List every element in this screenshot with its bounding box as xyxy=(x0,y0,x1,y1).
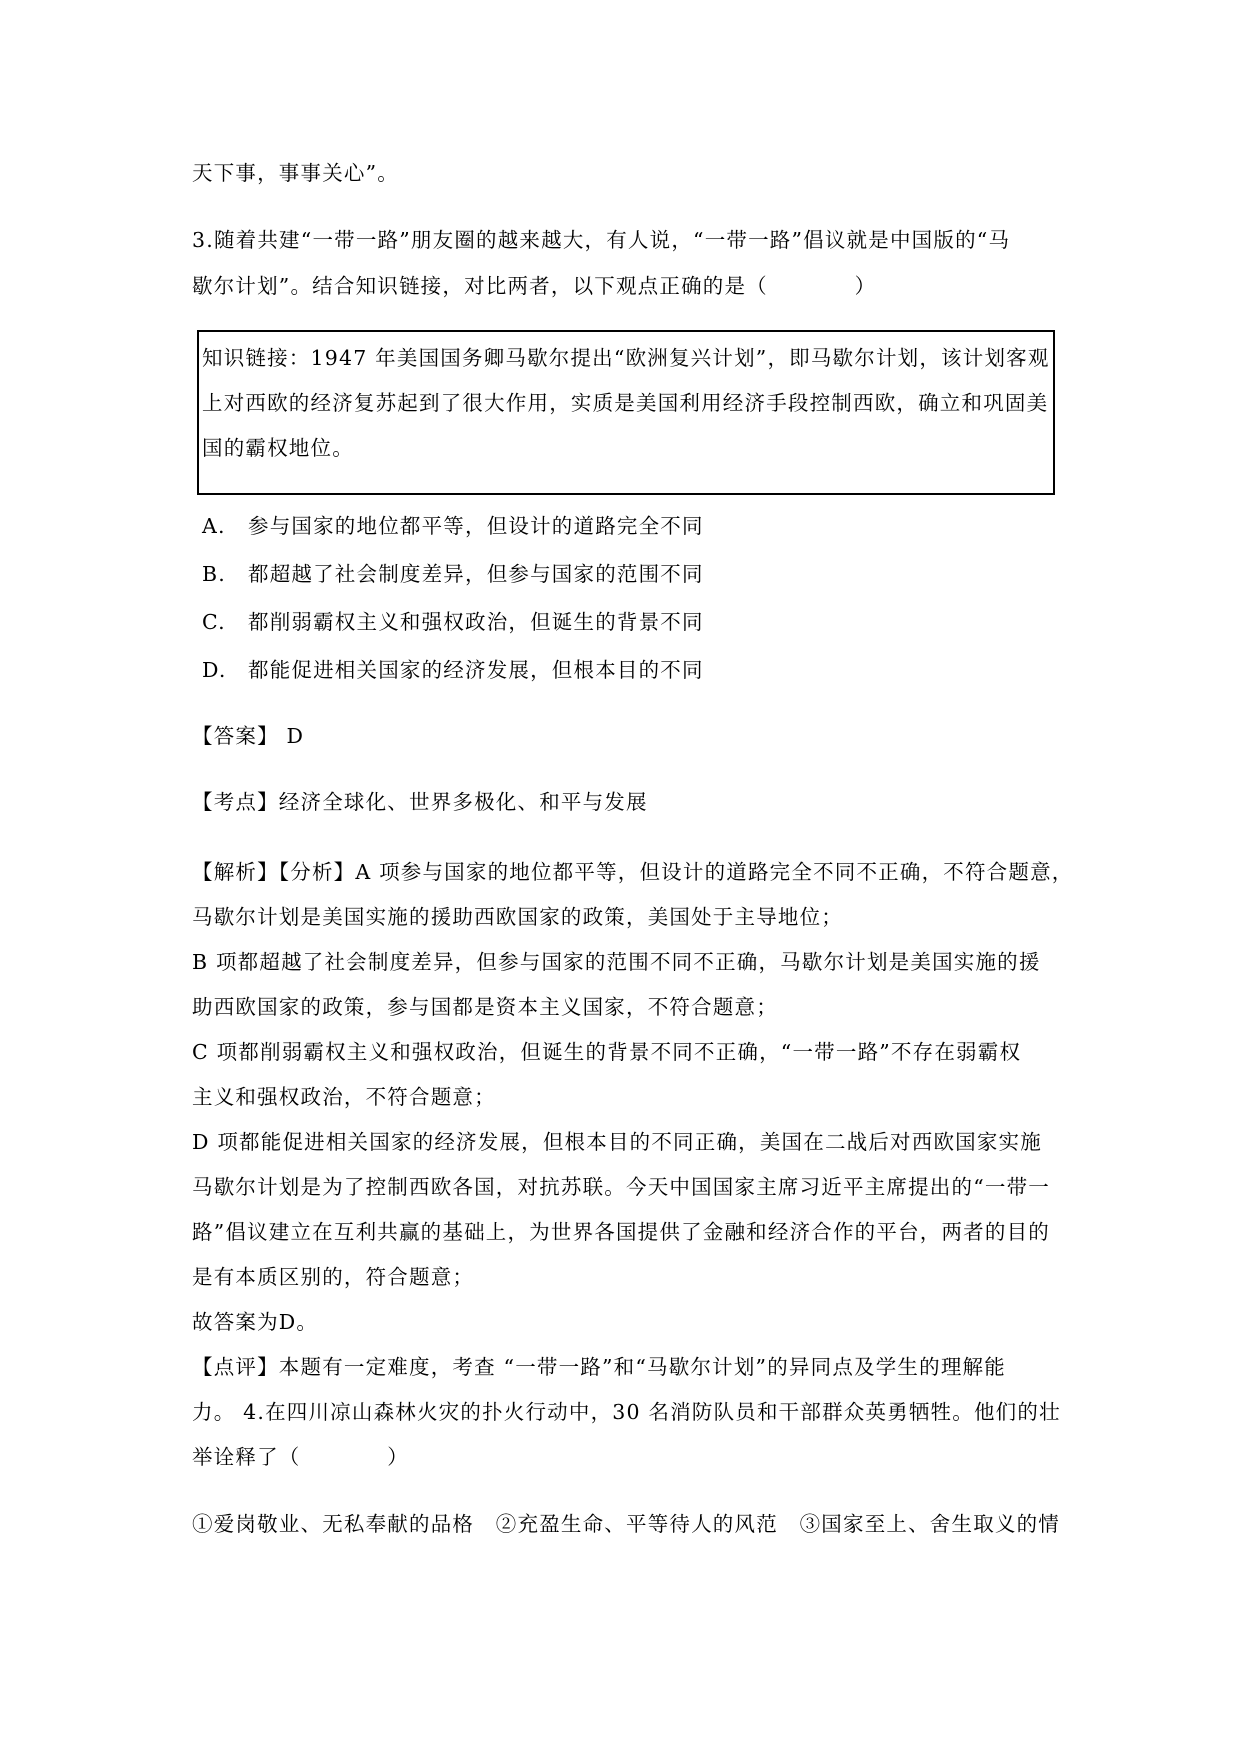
analysis-line-10: 是有本质区别的，符合题意； xyxy=(192,1265,475,1289)
analysis-line-8: 马歇尔计划是为了控制西欧各国，对抗苏联。今天中国国家主席习近平主席提出的“一带一 xyxy=(192,1175,1050,1199)
analysis-line-3: B 项都超越了社会制度差异，但参与国家的范围不同不正确，马歇尔计划是美国实施的援 xyxy=(192,950,1041,974)
option-text: 都能促进相关国家的经济发展，但根本目的不同 xyxy=(248,658,704,682)
kaodian-line: 【考点】经济全球化、世界多极化、和平与发展 xyxy=(192,790,648,814)
analysis-line-1: 【解析】【分析】A 项参与国家的地位都平等，但设计的道路完全不同不正确，不符合题意， xyxy=(192,860,1074,884)
knowledge-link-line-1: 知识链接：1947 年美国国务卿马歇尔提出“欧洲复兴计划”，即马歇尔计划，该计划客观 xyxy=(202,346,1050,370)
option-letter: A. xyxy=(202,514,226,538)
option-d xyxy=(202,654,704,686)
option-letter: D. xyxy=(202,658,227,682)
analysis-line-11: 故答案为D。 xyxy=(192,1310,319,1334)
question-4-options-line: ①爱岗敬业、无私奉献的品格 ②充盈生命、平等待人的风范 ③国家至上、舍生取义的情 xyxy=(192,1512,1060,1536)
analysis-line-12: 【点评】本题有一定难度，考查 “一带一路”和“马歇尔计划”的异同点及学生的理解能 xyxy=(192,1355,1006,1379)
option-b xyxy=(202,558,704,590)
knowledge-link-line-3: 国的霸权地位。 xyxy=(202,436,354,460)
continuation-text: 天下事，事事关心”。 xyxy=(192,161,399,185)
knowledge-link-line-2: 上对西欧的经济复苏起到了很大作用，实质是美国利用经济手段控制西欧，确立和巩固美 xyxy=(202,391,1049,415)
analysis-line-14: 举诠释了（ ） xyxy=(192,1445,409,1469)
analysis-line-9: 路”倡议建立在互利共赢的基础上，为世界各国提供了金融和经济合作的平台，两者的目的 xyxy=(192,1220,1050,1244)
analysis-line-2: 马歇尔计划是美国实施的援助西欧国家的政策，美国处于主导地位； xyxy=(192,905,843,929)
option-c xyxy=(202,606,704,638)
option-text: 都削弱霸权主义和强权政治，但诞生的背景不同 xyxy=(248,610,704,634)
option-text: 参与国家的地位都平等，但设计的道路完全不同 xyxy=(248,514,704,538)
option-letter: B. xyxy=(202,562,226,586)
analysis-line-6: 主义和强权政治，不符合题意； xyxy=(192,1085,496,1109)
analysis-line-7: D 项都能促进相关国家的经济发展，但根本目的不同正确，美国在二战后对西欧国家实施 xyxy=(192,1130,1042,1154)
option-letter: C. xyxy=(202,610,226,634)
analysis-line-4: 助西欧国家的政策，参与国都是资本主义国家，不符合题意； xyxy=(192,995,778,1019)
knowledge-link-box xyxy=(197,330,1055,495)
answer-line: 【答案】 D xyxy=(192,724,305,748)
analysis-line-13: 力。 4.在四川凉山森林火灾的扑火行动中，30 名消防队员和干部群众英勇牺牲。他们的壮 xyxy=(192,1400,1061,1424)
option-a xyxy=(202,510,704,542)
option-text: 都超越了社会制度差异，但参与国家的范围不同 xyxy=(248,562,704,586)
question-3-stem-line-1: 3.随着共建“一带一路”朋友圈的越来越大，有人说，“一带一路”倡议就是中国版的“马 xyxy=(192,228,1011,252)
analysis-line-5: C 项都削弱霸权主义和强权政治，但诞生的背景不同不正确，“一带一路”不存在弱霸权 xyxy=(192,1040,1022,1064)
question-3-stem-line-2: 歇尔计划”。结合知识链接，对比两者，以下观点正确的是（ ） xyxy=(192,274,877,298)
